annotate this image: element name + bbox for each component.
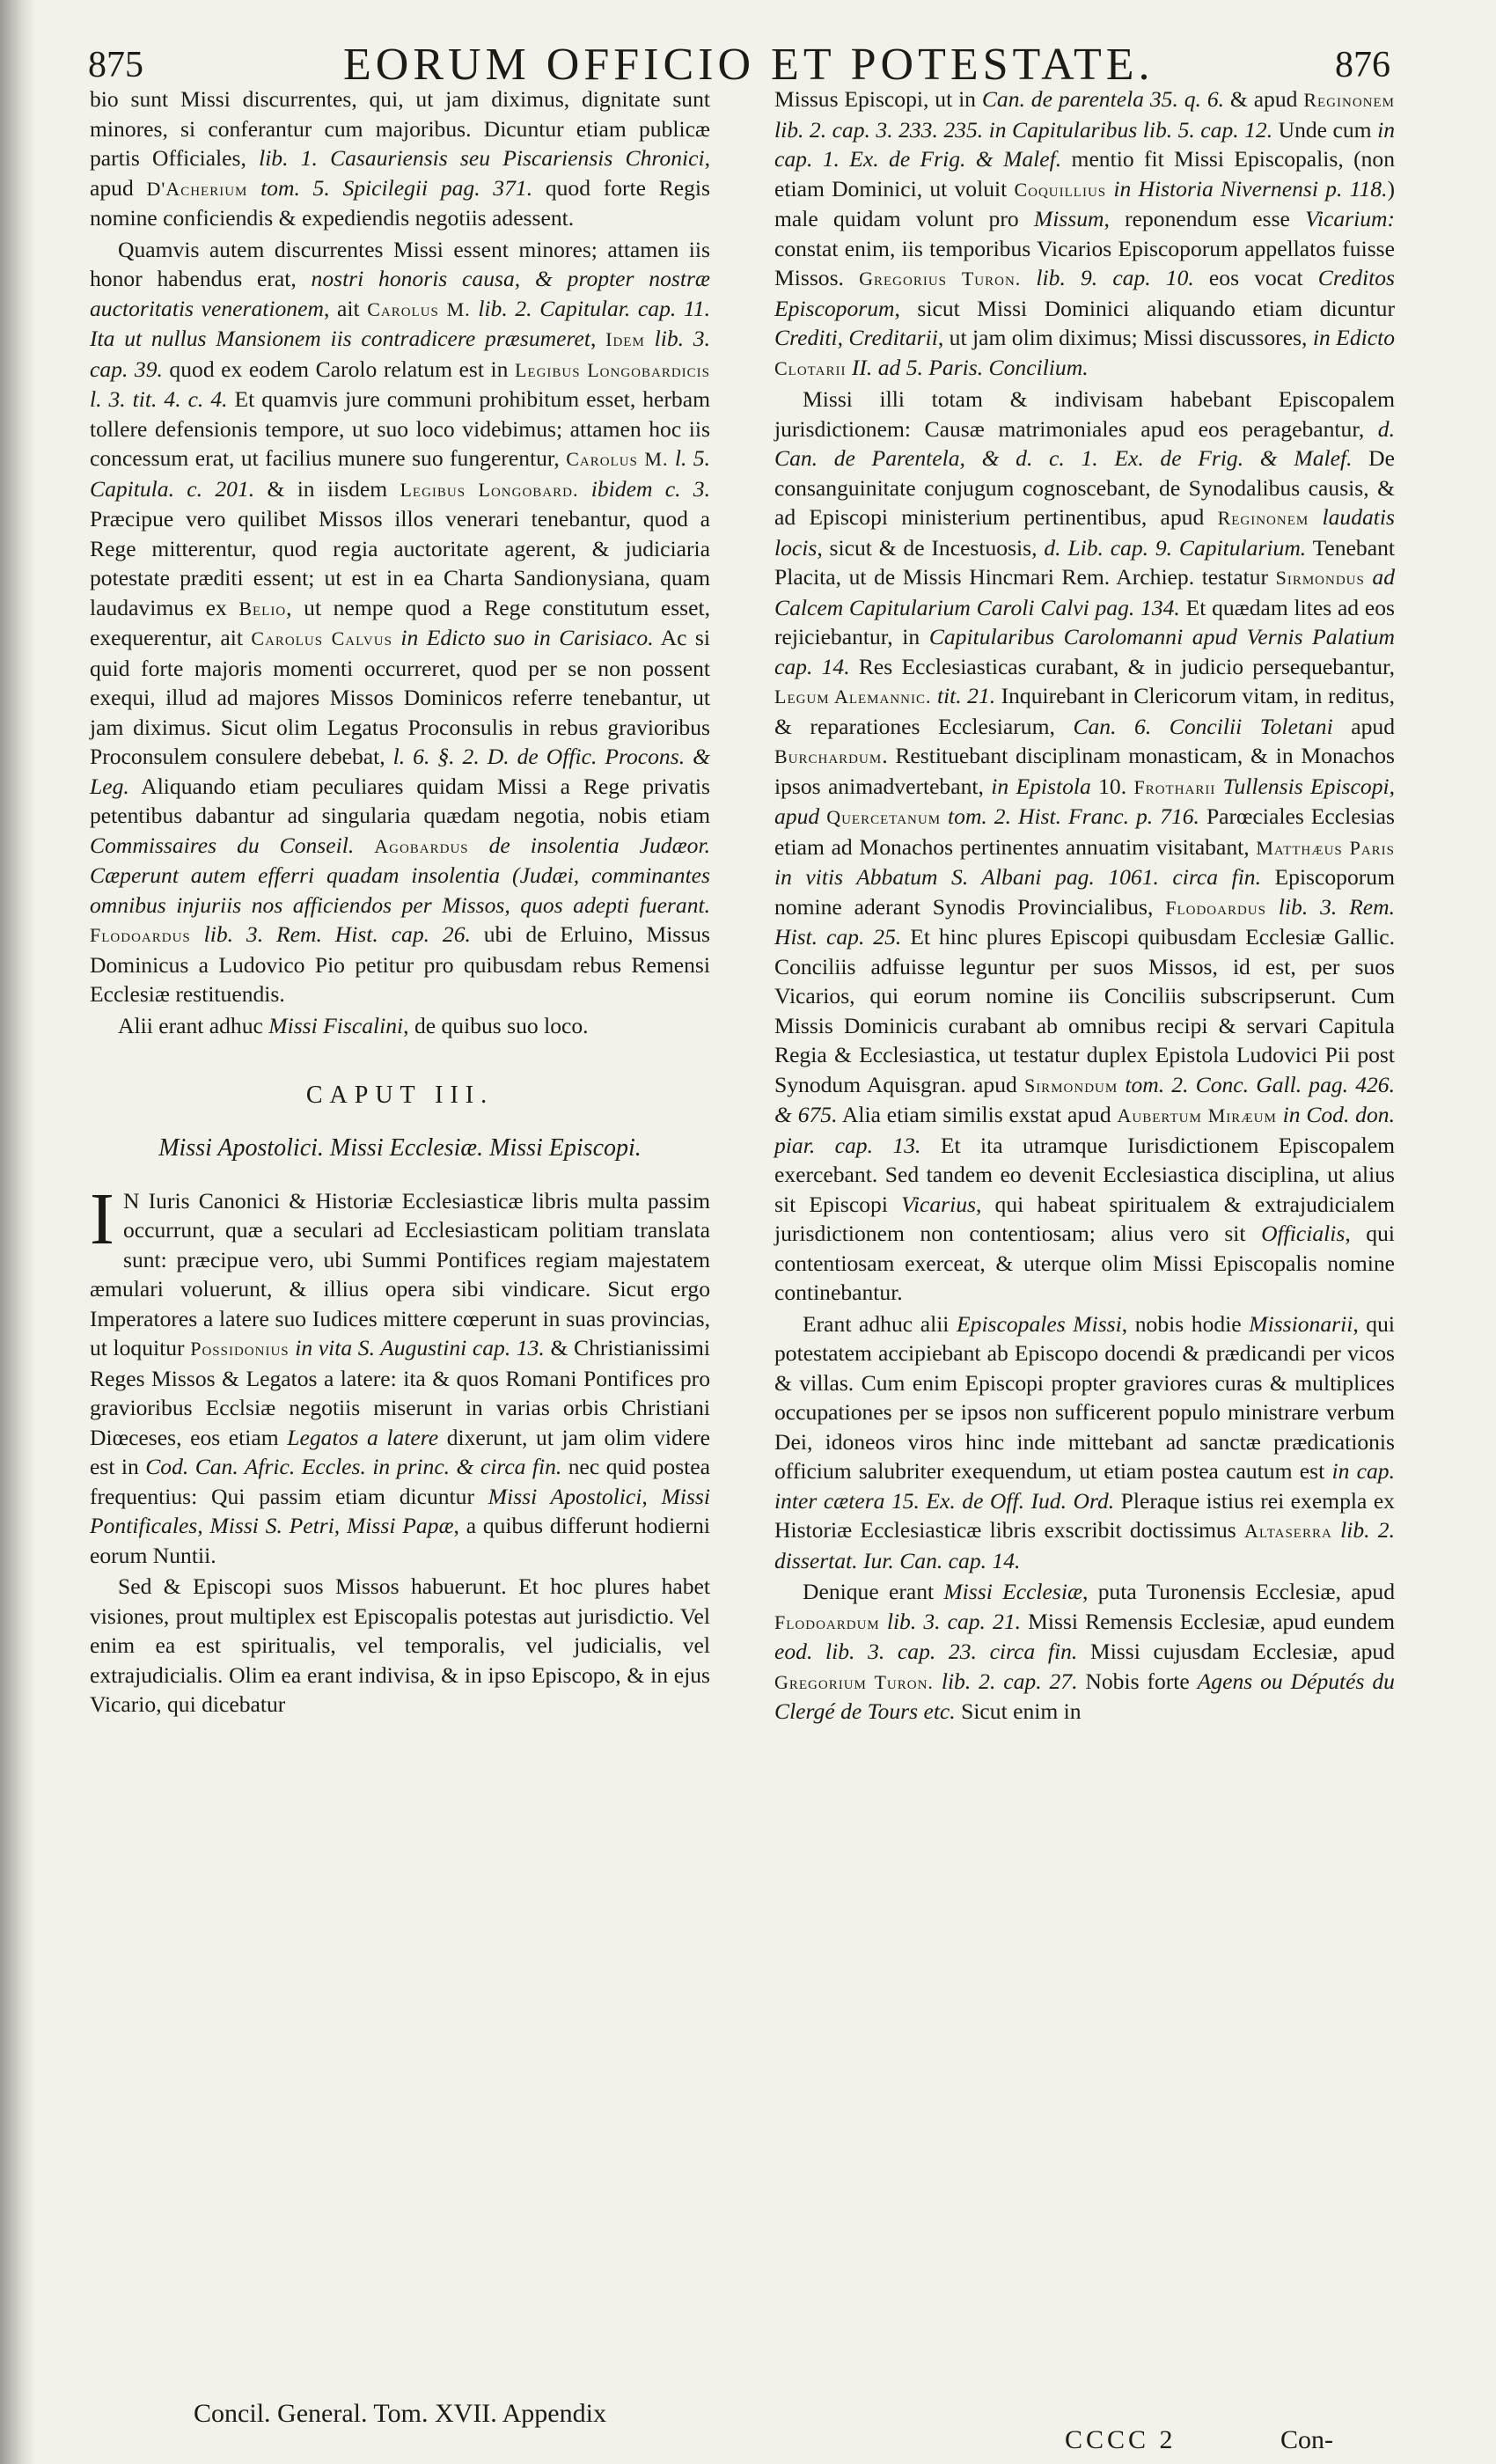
paragraph [774,385,1395,1308]
author-name: Agobardus [374,834,469,857]
body-text: , qui habeat spiritualem & extrajudicialem jurisdictionem non contentiosam; alius vero sit [774,1191,1396,1246]
author-name: Reginonem [1303,89,1395,111]
body-text: , qui potestatem accipiebant ab Episcopo docendi & prædicandi per vicos & villas. Cum enim Episcopi propter graviores curas & multiplices occupationes per se ipsos non sufficerent populo ministrare verbum Dei, idoneos viros hinc inde mittebant ad sanctæ prædicationis officium salubriter exequendum, ut etiam postea cautum est [774,1310,1396,1484]
body-text: Et ita utramque Iurisdictionem Episcopalem exercebant. Sed tandem eo devenit Ecclesiastica disciplina, ut alius sit Episcopi [774,1132,1395,1217]
running-title: EORUM OFFICIO ET POTESTATE. [343,40,1155,90]
body-text: Præcipue vero quilibet Missos illos venerari tenebantur, quod a Rege mitterentur, quod regia auctoritate agerent, & judiciaria potestate præditi essent; ut est in ea Charta Sandionysiana, quam laudavimus ex [90,506,710,620]
author-name: Coquillius [1014,178,1107,201]
chapter-heading: CAPUT III. [305,1082,495,1109]
paragraph [774,84,1395,383]
author-name: Gregorius Turon. [859,268,1022,290]
body-text: Missi cujusdam Ecclesiæ, apud [1077,1639,1395,1664]
citation-text: lib. 3. cap. 21. [879,1608,1022,1634]
citation-text: ibidem c. 3. [578,475,710,502]
citation-text: Legatos a latere [287,1424,439,1450]
body-text: constat enim, iis temporibus Vicarios Episcoporum appellatos fuisse Missos. [774,235,1395,290]
citation-text: in Edicto suo in Carisiaco. [392,625,654,650]
body-text: Ac si quid forte majoris momenti occurreret, quod per se non possent exequi, illud ad majores Missos Dominicos referre tenebantur, ut jam diximus. Sicut olim Legatus Proconsulis in rebus gravioribus Proconsulem consulere debebat, [90,625,710,769]
paragraph [90,1572,710,1720]
author-name: Flodoardus [1165,896,1266,919]
author-name: Quercetanum [826,806,942,828]
author-name: Matthæus Paris [1256,836,1395,859]
author-name: Belio [238,597,287,620]
body-text: Et quamvis jure communi prohibitum esset, herbam tollere defensionis tempore, ut suo loco videbimus; attamen hoc iis concessum erat, ut facilius munere suo fungerentur, [90,386,710,471]
body-text: , sicut & de Incestuosis, [817,534,1045,561]
citation-text: Officialis [1261,1221,1346,1246]
citation-text: Episcopales Missi [957,1310,1122,1337]
citation-text: Missionarii [1249,1310,1353,1337]
citation-text: tom. 2. Hist. Franc. p. 716. [941,803,1199,829]
author-name: Gregorium Turon. [774,1670,934,1693]
author-name: Flodoardum [774,1610,880,1633]
running-header [88,39,1390,92]
body-text: , ait [323,295,368,321]
citation-text: Vicarium: [1305,206,1395,231]
body-text: apud [1332,713,1395,739]
body-text: Nobis forte [1077,1668,1198,1694]
citation-text: in vitis Abbatum S. Albani pag. 1061. circa fin. [774,864,1261,890]
citation-text: II. ad 5. Paris. Concilium. [846,354,1089,380]
body-text: ) male quidam volunt pro [774,175,1396,231]
body-text: , a quibus differunt hodierni eorum Nuntii. [90,1513,710,1568]
author-name: Frotharii [1133,775,1216,798]
citation-text: in Epistola [991,773,1091,799]
citation-text: tit. 21. [931,683,996,708]
author-name: Legibus Longobardicis [514,358,711,381]
body-text [354,832,374,858]
right-column-paragraphs [774,84,1395,1727]
body-text: Parœciales Ecclesias etiam ad Monachos pertinentes annuatim visitabant, [774,803,1396,860]
citation-text: Creditos Episcoporum [774,265,1395,321]
author-name: Flodoardus [90,924,191,946]
body-text: nec quid postea frequentius: Qui passim etiam dicuntur [90,1454,711,1509]
body-text: & apud [1224,86,1304,112]
left-column-paragraphs [90,84,710,1040]
author-name: Legibus Longobard. [400,478,579,501]
body-text: quod forte Regis nomine conficiendis & expediendis negotiis adessent. [90,174,711,231]
body-text: eos vocat [1193,265,1318,290]
paragraph [90,235,710,1009]
author-name: Idem [605,328,645,350]
citation-text: nostri honoris causa, & propter nostræ auctoritatis venerationem [90,266,710,321]
body-text: Episcoporum nomine aderant Synodis Provincialibus, [774,864,1395,920]
paragraph [90,84,710,233]
body-text: & Christianissimi Reges Missos & Legatos a latere: ita & quos Romani Pontifices pro gravioribus Ecclsiæ negotiis miserunt in varias orbis Christiani Diœceses, eos etiam [90,1335,710,1450]
body-text: quod ex eodem Carolo relatum est in [162,356,515,382]
chapter-subtitle: Missi Apostolici. Missi Ecclesiæ. Missi Episcopi. [158,1133,642,1162]
citation-text: Can. 6. Concilii Toletani [1073,713,1333,739]
body-text: , nobis hodie [1121,1310,1250,1337]
footer-volume-note: Concil. General. Tom. XVII. Appendix [194,2399,606,2428]
body-text: , sicut Missi Dominici aliquando etiam dicuntur [894,295,1395,321]
author-name: Clotarii [774,356,847,379]
catchword: Con- [1280,2425,1333,2454]
body-text: 10. [1090,773,1134,799]
body-text: , puta Turonensis Ecclesiæ, apud [1082,1579,1396,1604]
body-text: Erant adhuc alii [803,1310,957,1337]
paragraph [90,1011,710,1041]
page-number-right: 876 [1335,45,1390,85]
body-text: , de quibus suo loco. [403,1012,589,1038]
page-number-left: 875 [88,45,143,85]
citation-text: lib. 3. Rem. Hist. cap. 25. [774,893,1395,950]
body-text: dixerunt, ut jam olim videre est in [90,1424,711,1479]
body-text: ubi de Erluino, Missus Dominicus a Ludovico Pio petitur pro quibusdam rebus Remensi Ecclesiæ restituendis. [90,921,710,1007]
citation-text: lib. 1. Casauriensis seu Piscariensis Chronici [259,145,705,171]
body-text: Alii erant adhuc [118,1012,269,1038]
citation-text: Can. de parentela 35. q. 6. [981,86,1225,112]
citation-text: Missi Fiscalini [268,1012,404,1038]
author-name: Carolus Calvus [251,627,392,649]
citation-text: eod. lib. 3. cap. 23. circa fin. [774,1639,1078,1664]
body-text: Inquirebant in Clericorum vitam, in reditus, & reparationes Ecclesiarum, [774,683,1395,739]
author-name: Burchardum [774,745,883,767]
author-name: Carolus M. [566,448,669,470]
body-text: Res Ecclesiasticas curabant, & in judicio persequebantur, [849,653,1396,679]
citation-text: de insolentia Judæor. Cæperunt autem efferri quadam insolentia (Judæi, comminantes omnibus injuriis nos afficiendos per Missos, quos adepti fuerant. [90,832,710,918]
paragraph [774,1577,1395,1727]
body-text: Unde cum [1272,116,1378,143]
body-text: . Restituebant disciplinam monasticam, & in Monachos ipsos animadvertebant, [774,743,1395,799]
author-name: Sirmondum [1023,1074,1118,1096]
citation-text: Missi Ecclesiæ [943,1579,1083,1604]
body-text: Alia etiam similis exstat apud [837,1102,1118,1127]
citation-text: Missi Apostolici, Missi Pontificales, Missi S. Petri, Missi Papæ [90,1483,710,1538]
citation-text: lib. 3. cap. 39. [90,326,710,382]
author-name: Possidonius [190,1338,290,1360]
body-text: & in iisdem [254,475,400,502]
citation-text: lib. 2. cap. 3. 233. 235. in Capitularibus lib. 5. cap. 12. [774,116,1273,143]
citation-text: Capitularibus Carolomanni apud Vernis Palatium cap. 14. [774,624,1396,679]
citation-text: lib. 9. cap. 10. [1021,265,1194,290]
author-name: Reginonem [1217,507,1309,529]
author-name: Altaserra [1244,1520,1332,1542]
citation-text: tom. 2. Conc. Gall. pag. 426. & 675. [774,1071,1395,1127]
citation-text: ad Calcem Capitularium Caroli Calvi pag. 134. [774,564,1395,620]
drop-cap: I [90,1177,114,1260]
citation-text: l. 3. tit. 4. c. 4. [90,386,228,412]
body-text: , apud [90,145,710,201]
author-name: Carolus M. [367,297,471,320]
citation-text: Agens ou Députés du Clergé de Tours etc. [774,1668,1395,1724]
body-text: , qui contentiosam exerceat, & uterque olim Missi Episcopalis nomine continebantur. [774,1221,1395,1305]
body-text: mentio fit Missi Episcopalis, (non etiam Dominici, ut voluit [774,146,1396,202]
citation-text: d. Lib. cap. 9. Capitularium. [1044,534,1307,561]
body-text: , ut nempe quod a Rege constitutum esset, exequerentur, ait [90,594,710,650]
citation-text: d. Can. de Parentela, & d. c. 1. Ex. de Frig. & Malef. [774,415,1395,471]
body-text: Aliquando etiam peculiares quidam Missi a Rege privatis petentibus dabantur ad singularia quædam negotia, nobis etiam [90,773,710,828]
page-edge-shadow [0,0,35,2464]
body-text: bio sunt Missi discurrentes, qui, ut jam diximus, dignitate sunt minores, si conferantur cum majoribus. Dicuntur etiam publicæ partis Officiales, [90,86,710,171]
chapter-body-rest [90,1572,710,1720]
body-text: N Iuris Canonici & Historiæ Ecclesiasticæ libris multa passim occurrunt, quæ a seculari ad Ecclesiasticam politiam translata sunt: præcipue vero, ubi Summi Pontifices regiam majestatem æmulari voluerunt, & illius opera sibi vindicare. Sicut ergo Imperatores a latere suo Iudices mittere cœperunt in suas provincias, ut loquitur [90,1187,710,1360]
citation-text: lib. 2. dissertat. Iur. Can. cap. 14. [774,1517,1395,1573]
citation-text: Tullensis Episcopi, apud [774,773,1396,829]
citation-text: lib. 2. cap. 27. [933,1668,1078,1694]
author-name: Legum Alemannic. [774,686,932,708]
paragraph [90,1177,711,1571]
paragraph [90,1177,711,1568]
citation-text: lib. 2. Capitular. cap. 11. Ita ut nullus Mansionem iis contradicere præsumeret [90,295,711,351]
right-column [774,84,1395,1728]
body-text: Et quædam lites ad eos rejiciebantur, in [774,594,1395,649]
citation-text: Vicarius [901,1191,976,1217]
signature-mark: CCCC 2 [1065,2425,1177,2454]
chapter-body [90,1177,711,1720]
body-text: Missi Remensis Ecclesiæ, apud eundem [1021,1608,1395,1634]
body-text: Sicut enim in [955,1698,1082,1724]
body-text: Missi illi totam & indivisam habebant Episcopalem jurisdictionem: Causæ matrimoniales apud eos peragebantur, [774,386,1395,442]
citation-text: Missum [1033,206,1104,231]
body-text: Tenebant Placita, ut de Missis Hincmari Rem. Archiep. testatur [774,534,1395,590]
citation-text: Commissaires du Conseil. [90,832,355,858]
citation-text: in Edicto [1312,325,1395,350]
body-text: , ut jam olim diximus; Missi discussores, [937,325,1313,350]
body-text: Quamvis autem discurrentes Missi essent minores; attamen iis honor habendus erat, [90,236,710,291]
body-text: Et hinc plures Episcopi quibusdam Ecclesiæ Gallic. Conciliis adfuisse leguntur per suos Missos, id est, per suos Vicarios, qui eorum nomine iis Conciliis subscripserunt. Cum Missis Dominicis curabant ab omnibus recipi & servari Capitula Regia & Ecclesiastica, ut testatur duplex Epistola Ludovici Pii post Synodum Aquisgran. apud [774,924,1395,1097]
paragraph [774,1309,1395,1576]
body-text: Denique erant [803,1579,944,1604]
author-name: D'Acherium [146,177,248,200]
citation-text: laudatis locis [774,504,1395,561]
body-text: Pleraque istius rei exempla ex Historiæ Ecclesiasticæ libris exscribit doctissimus [774,1487,1395,1543]
citation-text: lib. 3. Rem. Hist. cap. 26. [190,921,471,947]
body-text: , reponendum esse [1104,206,1306,231]
body-text: Sed & Episcopi suos Missos habuerunt. Et hoc plures habet visiones, prout multiplex est Episcopalis potestas aut jurisdictio. Vel enim ea est spiritualis, vel temporalis, vel judicialis, vel extrajudicialis. Olim ea erant indivisa, & in ipso Episcopo, & in ejus Vicario, qui dicebatur [90,1573,710,1717]
citation-text: in vita S. Augustini cap. 13. [289,1335,545,1360]
citation-text: Cod. Can. Afric. Eccles. in princ. & circa fin. [145,1454,562,1479]
citation-text: tom. 5. Spicilegii pag. 371. [247,174,533,201]
citation-text: in Cod. don. piar. cap. 13. [774,1102,1395,1158]
body-text: , [590,326,606,351]
left-column [90,84,710,1721]
citation-text: in cap. inter cætera 15. Ex. de Off. Iud. Ord. [774,1458,1395,1514]
citation-text: in cap. 1. Ex. de Frig. & Malef. [774,116,1395,172]
citation-text: l. 6. §. 2. D. de Offic. Procons. & Leg. [90,744,710,799]
citation-text: l. 5. Capitula. c. 201. [90,445,710,502]
body-text: Missus Episcopi, ut in [774,86,982,112]
author-name: Aubertum Miræum [1117,1104,1277,1126]
citation-text: in Historia Nivernensi p. 118. [1106,175,1388,202]
citation-text: Crediti, Creditarii [774,325,938,350]
body-text: De consanguinitate conjugum cognoscebant, de Synodalibus causis, & ad Episcopi ministerium pertinentibus, apud [774,445,1395,530]
author-name: Sirmondus [1275,567,1365,589]
body-text [819,803,826,829]
